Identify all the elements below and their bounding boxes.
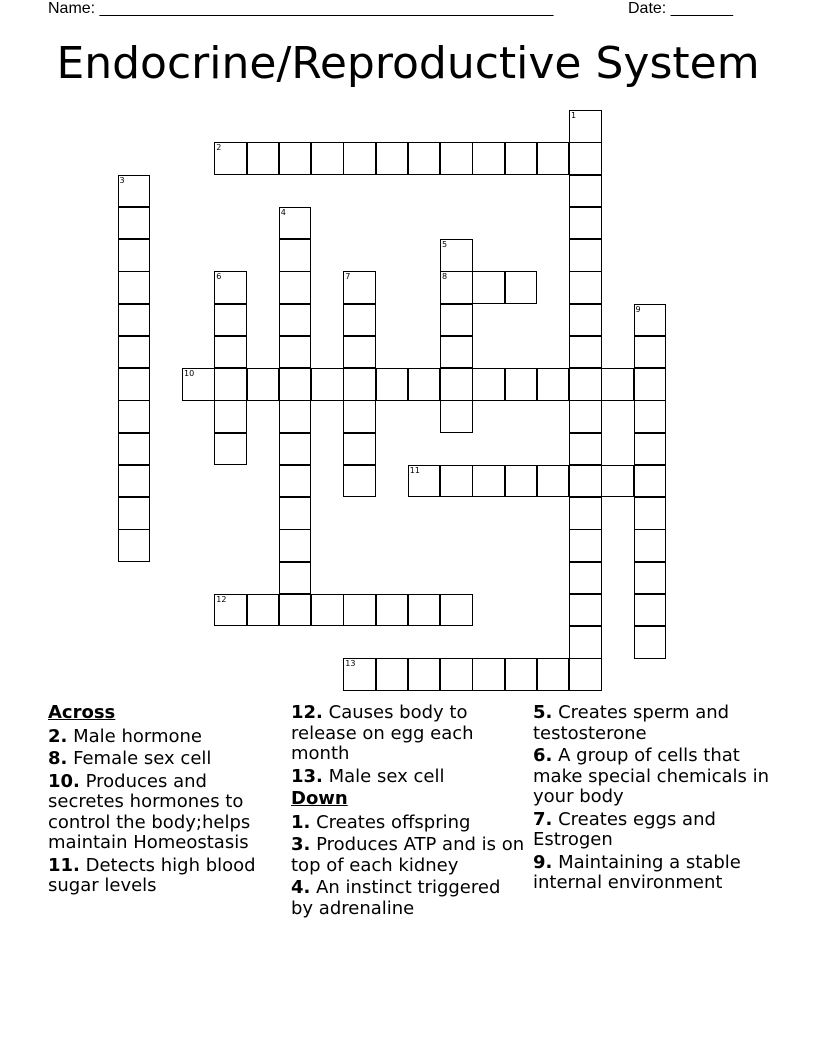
grid-cell[interactable] (569, 465, 602, 498)
grid-cell[interactable] (408, 465, 441, 498)
clue-down-6 (533, 746, 773, 808)
grid-cell[interactable] (634, 400, 667, 433)
grid-cell[interactable] (569, 594, 602, 627)
grid-cell[interactable] (569, 658, 602, 691)
grid-cell[interactable] (634, 562, 667, 595)
grid-cell[interactable] (440, 239, 473, 272)
clue-across-11 (48, 856, 283, 897)
clue-number: 6. (533, 745, 553, 766)
grid-cell[interactable] (634, 304, 667, 337)
grid-cell[interactable] (440, 594, 473, 627)
grid-cell[interactable] (214, 304, 247, 337)
clue-across-12 (291, 703, 526, 765)
grid-cell[interactable] (505, 465, 538, 498)
clue-number: 2. (48, 725, 68, 747)
grid-cell[interactable] (634, 529, 667, 562)
clue-down-4 (291, 878, 526, 919)
clue-number-label: 10 (184, 369, 195, 378)
grid-cell[interactable] (118, 304, 151, 337)
grid-cell[interactable] (118, 497, 151, 530)
grid-cell[interactable] (214, 594, 247, 627)
grid-cell[interactable] (182, 368, 215, 401)
grid-cell[interactable] (343, 465, 376, 498)
grid-cell[interactable] (343, 142, 376, 175)
clue-number: 1. (291, 811, 311, 833)
grid-cell[interactable] (537, 658, 570, 691)
grid-cell[interactable] (601, 368, 634, 401)
grid-cell[interactable] (279, 529, 312, 562)
clue-text: Produces ATP and is on top of each kidney (291, 834, 525, 876)
grid-cell[interactable] (247, 142, 280, 175)
grid-cell[interactable] (569, 400, 602, 433)
clue-number: 7. (533, 808, 553, 830)
grid-cell[interactable] (247, 368, 280, 401)
grid-cell[interactable] (601, 465, 634, 498)
clue-across-2 (48, 727, 283, 748)
name-field[interactable]: Name: ___________________________________________________ (48, 0, 554, 17)
grid-cell[interactable] (279, 368, 312, 401)
grid-cell[interactable] (118, 239, 151, 272)
clue-across-10 (48, 772, 283, 854)
grid-cell[interactable] (472, 142, 505, 175)
clue-number-label: 9 (635, 304, 641, 314)
grid-cell[interactable] (118, 207, 151, 240)
grid-cell[interactable] (440, 304, 473, 337)
clue-number-label: 6 (216, 272, 222, 282)
grid-cell[interactable] (118, 465, 151, 498)
clue-text: An instinct triggered by adrenaline (291, 877, 501, 919)
clue-number: 13. (291, 765, 323, 787)
grid-cell[interactable] (472, 658, 505, 691)
grid-cell[interactable] (634, 433, 667, 466)
clue-number-label: 3 (119, 175, 125, 185)
grid-cell[interactable] (279, 433, 312, 466)
grid-cell[interactable] (376, 368, 409, 401)
grid-cell[interactable] (440, 271, 473, 304)
grid-cell[interactable] (279, 562, 312, 595)
grid-cell[interactable] (214, 400, 247, 433)
clue-number-label: 4 (280, 207, 286, 217)
grid-cell[interactable] (279, 400, 312, 433)
grid-cell[interactable] (505, 271, 538, 304)
clue-number: 11. (48, 854, 80, 876)
clue-column-3 (533, 703, 773, 896)
grid-cell[interactable] (537, 368, 570, 401)
grid-cell[interactable] (634, 368, 667, 401)
down-heading: Down (291, 788, 348, 809)
grid-cell[interactable] (569, 175, 602, 208)
clue-text: Detects high blood sugar levels (48, 854, 256, 896)
clue-text: Produces and secretes hormones to control the body;helps maintain Homeostasis (48, 770, 251, 853)
grid-cell[interactable] (408, 594, 441, 627)
grid-cell[interactable] (376, 142, 409, 175)
clue-text: Creates offspring (316, 811, 471, 833)
clue-number: 5. (533, 702, 553, 723)
grid-cell[interactable] (214, 271, 247, 304)
grid-cell[interactable] (569, 336, 602, 369)
grid-cell[interactable] (279, 142, 312, 175)
grid-cell[interactable] (634, 465, 667, 498)
clue-number: 9. (533, 851, 553, 873)
grid-cell[interactable] (279, 594, 312, 627)
grid-cell[interactable] (440, 658, 473, 691)
grid-cell[interactable] (472, 271, 505, 304)
clue-number: 8. (48, 748, 68, 769)
grid-cell[interactable] (214, 142, 247, 175)
grid-cell[interactable] (440, 400, 473, 433)
grid-cell[interactable] (247, 594, 280, 627)
grid-cell[interactable] (279, 239, 312, 272)
grid-cell[interactable] (214, 433, 247, 466)
grid-cell[interactable] (118, 368, 151, 401)
clue-number: 10. (48, 770, 80, 792)
clue-down-9 (533, 853, 773, 894)
clue-down-1 (291, 813, 526, 834)
grid-cell[interactable] (505, 142, 538, 175)
grid-cell[interactable] (279, 207, 312, 240)
grid-cell[interactable] (118, 336, 151, 369)
grid-cell[interactable] (118, 400, 151, 433)
grid-cell[interactable] (376, 594, 409, 627)
grid-cell[interactable] (634, 497, 667, 530)
grid-cell[interactable] (343, 336, 376, 369)
grid-cell[interactable] (343, 594, 376, 627)
grid-cell[interactable] (118, 271, 151, 304)
grid-cell[interactable] (214, 368, 247, 401)
clue-text: Female sex cell (73, 748, 212, 769)
clue-number-label: 7 (345, 272, 351, 282)
clue-number: 12. (291, 702, 323, 723)
clue-across-13 (291, 767, 526, 788)
grid-cell[interactable] (440, 465, 473, 498)
grid-cell[interactable] (279, 271, 312, 304)
grid-cell[interactable] (569, 239, 602, 272)
grid-cell[interactable] (569, 497, 602, 530)
clue-column-1 (48, 703, 283, 899)
grid-cell[interactable] (569, 207, 602, 240)
clue-text: Male hormone (73, 725, 203, 747)
grid-cell[interactable] (343, 304, 376, 337)
grid-cell[interactable] (634, 626, 667, 659)
grid-cell[interactable] (118, 529, 151, 562)
clue-text: Causes body to release on egg each month (291, 702, 474, 764)
grid-cell[interactable] (569, 110, 602, 143)
clue-down-7 (533, 810, 773, 851)
clue-across-8 (48, 749, 283, 770)
grid-cell[interactable] (440, 336, 473, 369)
grid-cell[interactable] (311, 368, 344, 401)
clue-text: Creates sperm and testosterone (533, 702, 730, 744)
clue-text: Male sex cell (328, 765, 445, 787)
grid-cell[interactable] (343, 400, 376, 433)
grid-cell[interactable] (279, 304, 312, 337)
grid-cell[interactable] (408, 142, 441, 175)
grid-cell[interactable] (343, 368, 376, 401)
grid-cell[interactable] (440, 368, 473, 401)
grid-cell[interactable] (311, 142, 344, 175)
clue-number-label: 12 (216, 594, 227, 604)
grid-cell[interactable] (376, 658, 409, 691)
clue-number-label: 2 (216, 143, 222, 153)
grid-cell[interactable] (569, 562, 602, 595)
clue-number-label: 5 (442, 240, 448, 249)
grid-cell[interactable] (279, 336, 312, 369)
clue-text: Creates eggs and Estrogen (533, 808, 716, 850)
grid-cell[interactable] (505, 658, 538, 691)
grid-cell[interactable] (279, 465, 312, 498)
grid-cell[interactable] (408, 368, 441, 401)
grid-cell[interactable] (569, 271, 602, 304)
grid-cell[interactable] (472, 368, 505, 401)
grid-cell[interactable] (343, 658, 376, 691)
clue-text: A group of cells that make special chemicals in your body (533, 745, 770, 807)
grid-cell[interactable] (311, 594, 344, 627)
clue-down-3 (291, 835, 526, 876)
across-heading: Across (48, 702, 116, 723)
grid-cell[interactable] (472, 465, 505, 498)
grid-cell[interactable] (118, 175, 151, 208)
clue-number-label: 8 (442, 272, 448, 282)
grid-cell[interactable] (569, 304, 602, 337)
grid-cell[interactable] (569, 626, 602, 659)
grid-cell[interactable] (343, 271, 376, 304)
clue-text: Maintaining a stable internal environment (533, 851, 741, 893)
clue-number-label: 1 (571, 111, 577, 120)
grid-cell[interactable] (118, 433, 151, 466)
grid-cell[interactable] (343, 433, 376, 466)
grid-cell[interactable] (634, 594, 667, 627)
clue-down-5 (533, 703, 773, 744)
grid-cell[interactable] (569, 142, 602, 175)
grid-cell[interactable] (408, 658, 441, 691)
grid-cell[interactable] (505, 368, 538, 401)
clue-column-2 (291, 703, 526, 921)
grid-cell[interactable] (537, 465, 570, 498)
grid-cell[interactable] (569, 529, 602, 562)
grid-cell[interactable] (214, 336, 247, 369)
grid-cell[interactable] (569, 433, 602, 466)
grid-cell[interactable] (279, 497, 312, 530)
grid-cell[interactable] (537, 142, 570, 175)
date-field[interactable]: Date: _______ (628, 0, 733, 17)
grid-cell[interactable] (440, 142, 473, 175)
clue-number: 3. (291, 834, 311, 855)
clue-number-label: 11 (409, 465, 420, 475)
grid-cell[interactable] (569, 368, 602, 401)
grid-cell[interactable] (634, 336, 667, 369)
page-title: Endocrine/Reproductive System (56, 38, 760, 89)
clue-number: 4. (291, 877, 311, 898)
clue-number-label: 13 (345, 659, 356, 669)
